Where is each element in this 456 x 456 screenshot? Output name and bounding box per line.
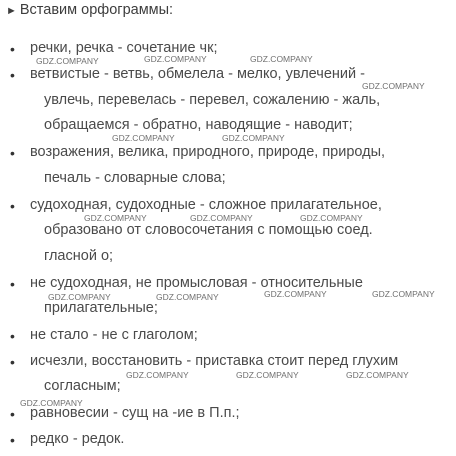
bullet-icon: •	[10, 432, 15, 448]
item-text-continuation: увлечь, перевелась - перевел, сожалению - жаль,	[44, 92, 381, 108]
list-item	[10, 353, 399, 370]
watermark: GDZ.COMPANY	[84, 213, 147, 223]
heading-text: Вставим орфограммы:	[19, 2, 174, 18]
item-text: речки, речка - сочетание чк;	[30, 40, 218, 56]
watermark: GDZ.COMPANY	[48, 292, 111, 302]
watermark: GDZ.COMPANY	[250, 54, 313, 64]
watermark: GDZ.COMPANY	[222, 133, 285, 143]
bullet-icon: •	[10, 41, 15, 57]
list-item	[10, 327, 198, 344]
bullet-icon: •	[10, 198, 15, 214]
list-item	[10, 144, 386, 161]
watermark: GDZ.COMPANY	[156, 292, 219, 302]
bullet-icon: •	[10, 145, 15, 161]
watermark: GDZ.COMPANY	[190, 213, 253, 223]
item-text: возражения, велика, природного, природе, природы,	[30, 144, 386, 160]
item-text: равновесии - сущ на -ие в П.п.;	[30, 405, 240, 421]
item-text: не стало - не с глаголом;	[30, 327, 198, 343]
watermark: GDZ.COMPANY	[20, 398, 83, 408]
item-text: ветвистые - ветвь, обмелела - мелко, увлечений -	[30, 66, 365, 82]
list-item	[10, 197, 382, 214]
list-item	[10, 431, 125, 448]
item-text-continuation: печаль - словарные слова;	[44, 170, 226, 186]
watermark: GDZ.COMPANY	[372, 289, 435, 299]
bullet-icon: •	[10, 354, 15, 370]
item-text-continuation: гласной о;	[44, 248, 114, 264]
watermark: GDZ.COMPANY	[362, 81, 425, 91]
arrow-icon: ►	[6, 5, 17, 17]
watermark: GDZ.COMPANY	[236, 370, 299, 380]
item-text-continuation: согласным;	[44, 378, 121, 394]
item-text: не судоходная, не промысловая - относительные	[30, 275, 363, 291]
watermark: GDZ.COMPANY	[264, 289, 327, 299]
item-text-continuation: обращаемся - обратно, наводящие - наводит;	[44, 117, 353, 133]
list-item	[10, 66, 365, 83]
bullet-icon: •	[10, 67, 15, 83]
bullet-icon: •	[10, 328, 15, 344]
heading	[6, 2, 173, 18]
watermark: GDZ.COMPANY	[36, 56, 99, 66]
item-text: исчезли, восстановить - приставка стоит перед глухим	[30, 353, 399, 369]
bullet-icon: •	[10, 276, 15, 292]
watermark: GDZ.COMPANY	[144, 54, 207, 64]
watermark: GDZ.COMPANY	[300, 213, 363, 223]
item-text: судоходная, судоходные - сложное прилагательное,	[30, 197, 382, 213]
bullet-icon: •	[10, 406, 15, 422]
item-text-continuation: прилагательные;	[44, 300, 158, 316]
item-text: редко - редок.	[30, 431, 125, 447]
item-text-continuation: образовано от словосочетания с помощью соед.	[44, 222, 373, 238]
watermark: GDZ.COMPANY	[112, 133, 175, 143]
watermark: GDZ.COMPANY	[126, 370, 189, 380]
watermark: GDZ.COMPANY	[346, 370, 409, 380]
